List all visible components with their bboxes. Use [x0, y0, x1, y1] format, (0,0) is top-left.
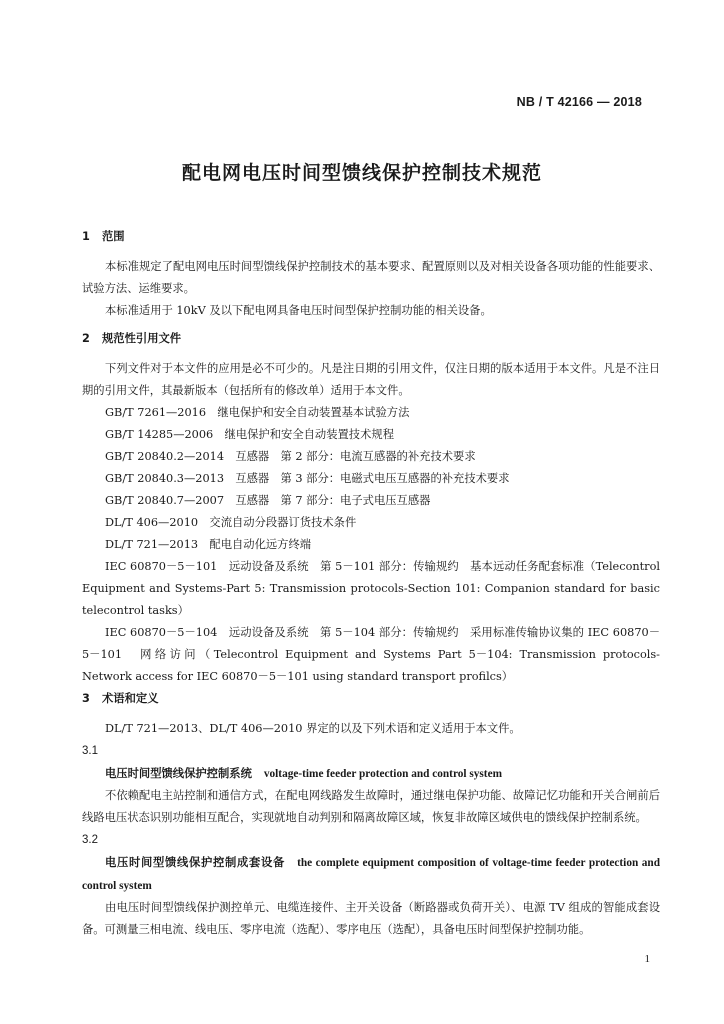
term-entry — [105, 762, 660, 785]
clause-number: 3.1 — [82, 745, 98, 757]
term-english: the complete equipment composition of voltage-time feeder protection and control system — [82, 857, 660, 892]
term-english: voltage-time feeder protection and control system — [263, 768, 502, 780]
term-chinese: 电压时间型馈线保护控制系统 — [105, 767, 252, 780]
section-heading-scope — [82, 226, 660, 248]
clause-number: 3.2 — [82, 834, 98, 846]
term-definition: 不依赖配电主站控制和通信方式，在配电网线路发生故障时，通过继电保护功能、故障记忆功能和开关合闸前后线路电压状态识别功能相互配合，实现就地自动判别和隔离故障区域，恢复非故障区域供电的馈线保护控制系统。 — [82, 789, 660, 824]
standard-code: NB / T 42166 — 2018 — [516, 95, 642, 109]
section-title: 规范性引用文件 — [102, 332, 182, 345]
reference-item: GB/T 20840.3—2013 互感器 第 3 部分：电磁式电压互感器的补充技术要求 — [105, 472, 510, 485]
reference-item: IEC 60870－5－101 远动设备及系统 第 5－101 部分：传输规约 基本远动任务配套标准（Telecontrol Equipment and Systems-Part 5: Transmission protocols-Section 101: Companion standard for basic telecontrol tasks） — [82, 560, 660, 617]
paragraph: 本标准规定了配电网电压时间型馈线保护控制技术的基本要求、配置原则以及对相关设备各项功能的性能要求、试验方法、运维要求。 — [82, 260, 660, 295]
section-number: 1 — [82, 230, 90, 243]
reference-item: DL/T 721—2013 配电自动化远方终端 — [105, 538, 312, 551]
term-chinese: 电压时间型馈线保护控制成套设备 — [105, 856, 286, 869]
term-entry — [82, 851, 660, 897]
section-heading-normative-refs — [82, 328, 660, 350]
section-number: 2 — [82, 332, 90, 345]
paragraph: 下列文件对于本文件的应用是必不可少的。凡是注日期的引用文件，仅注日期的版本适用于本文件。凡是不注日期的引用文件，其最新版本（包括所有的修改单）适用于本文件。 — [82, 362, 660, 397]
document-body — [82, 226, 660, 941]
document-title: 配电网电压时间型馈线保护控制技术规范 — [181, 162, 542, 184]
reference-item: GB/T 7261—2016 继电保护和安全自动装置基本试验方法 — [105, 406, 410, 419]
paragraph: 本标准适用于 10kV 及以下配电网具备电压时间型保护控制功能的相关设备。 — [105, 304, 492, 317]
term-definition: 由电压时间型馈线保护测控单元、电缆连接件、主开关设备（断路器或负荷开关）、电源 TV 组成的智能成套设备。可测量三相电流、线电压、零序电流（选配）、零序电压（选配），具备电压时间型保护控制功能。 — [82, 901, 660, 936]
section-title: 术语和定义 — [102, 692, 159, 705]
paragraph: DL/T 721—2013、DL/T 406—2010 界定的以及下列术语和定义适用于本文件。 — [105, 722, 521, 735]
reference-item: IEC 60870－5－104 远动设备及系统 第 5－104 部分：传输规约 采用标准传输协议集的 IEC 60870－5－101 网络访问（Telecontrol Equipment and Systems Part 5－104: Transmission protocols-Network access for IEC 60870－5－101 using standard transport profilcs） — [82, 626, 660, 683]
reference-item: GB/T 14285—2006 继电保护和安全自动装置技术规程 — [105, 428, 394, 441]
section-heading-terms — [82, 688, 660, 710]
page-number: 1 — [644, 953, 650, 965]
section-number: 3 — [82, 692, 90, 705]
section-title: 范围 — [102, 230, 125, 243]
reference-item: GB/T 20840.2—2014 互感器 第 2 部分：电流互感器的补充技术要求 — [105, 450, 476, 463]
reference-item: GB/T 20840.7—2007 互感器 第 7 部分：电子式电压互感器 — [105, 494, 431, 507]
reference-item: DL/T 406—2010 交流自动分段器订货技术条件 — [105, 516, 357, 529]
